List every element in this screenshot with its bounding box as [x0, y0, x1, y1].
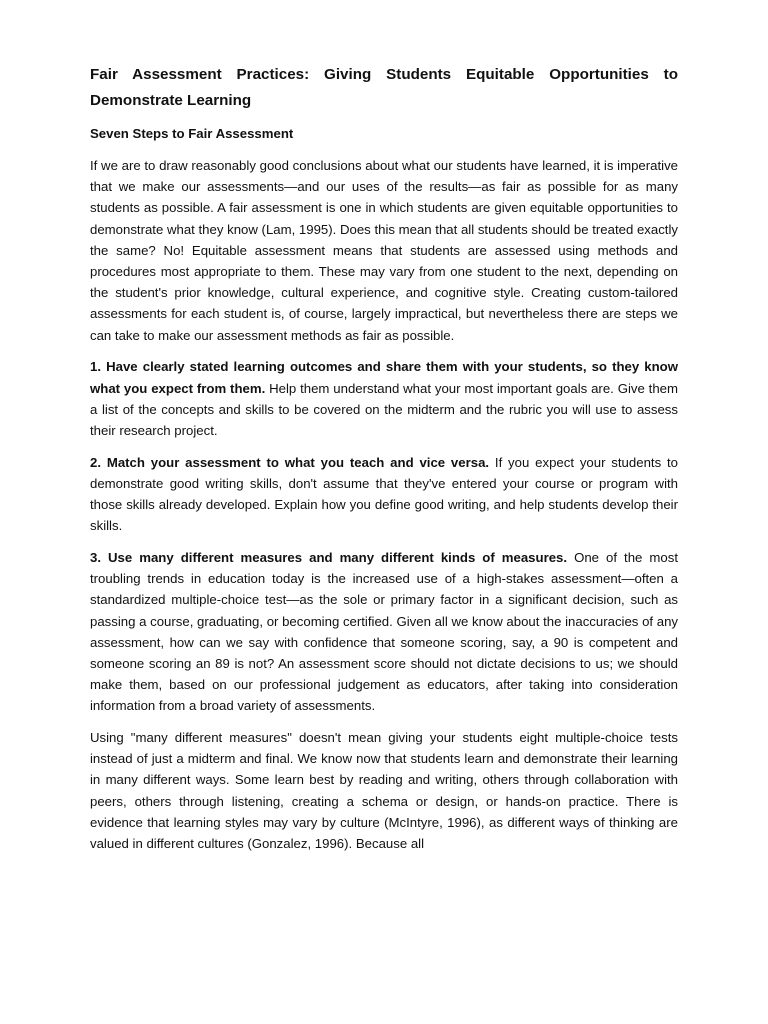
step-2-body: If you expect your students to demonstrate good writing skills, don't assume that they've entered your course or program with those skills already developed. Explain how you define good writing, and help students develop their skills. — [90, 454, 678, 534]
step-3-lead: Use many different measures and many different kinds of measures. — [108, 549, 568, 565]
document-title: Fair Assessment Practices: Giving Students Equitable Opportunities to Demonstrate Learning — [90, 66, 678, 109]
step-3-number: 3. — [90, 549, 101, 565]
step-2-number: 2. — [90, 454, 101, 470]
step-1-lead: Have clearly stated learning outcomes and share them with your students, so they know what you expect from them. — [90, 359, 678, 396]
continuation-paragraph: Using "many different measures" doesn't mean giving your students eight multiple-choice tests instead of just a midterm and final. We know now that students learn and demonstrate their learning in many different ways. Some learn best by reading and writing, others through collaboration with peers, others through listening, creating a schema or design, or hands-on practice. There is evidence that learning styles may vary by culture (McIntyre, 1996), as different ways of thinking are valued in different cultures (Gonzalez, 1996). Because all — [90, 730, 678, 852]
document-page — [90, 62, 678, 865]
section-subtitle: Seven Steps to Fair Assessment — [90, 126, 294, 141]
intro-paragraph: If we are to draw reasonably good conclusions about what our students have learned, it is imperative that we make our assessments—and our uses of the results—as fair as possible for as many students as possible. A fair assessment is one in which students are given equitable opportunities to demonstrate what they know (Lam, 1995). Does this mean that all students should be treated exactly the same? No! Equitable assessment means that students are assessed using methods and procedures most appropriate to them. These may vary from one student to the next, depending on the student's prior knowledge, cultural experience, and cognitive style. Creating custom-tailored assessments for each student is, of course, largely impractical, but nevertheless there are steps we can take to make our assessment methods as fair as possible. — [90, 158, 678, 343]
step-paragraph-2 — [90, 452, 678, 537]
step-1-body: Help them understand what your most important goals are. Give them a list of the concepts and skills to be covered on the midterm and the rubric you will use to assess their research project. — [90, 380, 678, 438]
step-paragraph-1 — [90, 356, 678, 441]
step-2-lead: Match your assessment to what you teach and vice versa. — [106, 454, 490, 470]
step-3-body: One of the most troubling trends in education today is the increased use of a high-stakes assessment—often a standardized multiple-choice test—as the sole or primary factor in a significant decision, such as passing a course, graduating, or becoming certified. Given all we know about the inaccuracies of any assessment, how can we say with confidence that someone scoring, say, a 90 is competent and someone scoring an 89 is not? An assessment score should not dictate decisions to us; we should make them, based on our professional judgement as educators, after taking into consideration information from a broad variety of assessments. — [90, 549, 678, 714]
step-1-number: 1. — [90, 359, 101, 375]
step-paragraph-3 — [90, 547, 678, 717]
